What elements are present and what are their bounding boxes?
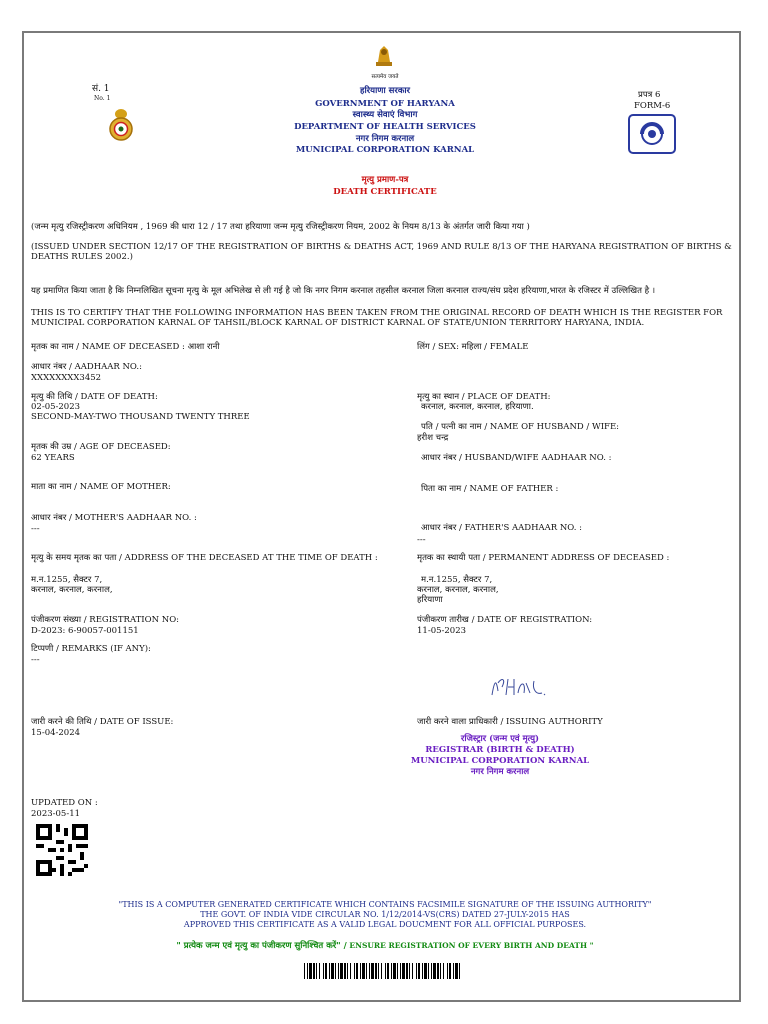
- emblem-caption: सत्यमेव जयते: [371, 74, 399, 80]
- dod-words: SECOND-MAY-TWO THOUSAND TWENTY THREE: [31, 412, 250, 422]
- footer-line2: THE GOVT. OF INDIA VIDE CIRCULAR NO. 1/12/2014-VS(CRS) DATED 27-JULY-2015 HAS: [200, 910, 570, 919]
- national-emblem-icon: [370, 42, 398, 74]
- perm-address-line1: म.न.1255, सैक्टर 7,: [421, 575, 493, 585]
- mother-aadhaar-label: आधार नंबर / MOTHER'S AADHAAR NO. :: [31, 513, 197, 523]
- dept-en: DEPARTMENT OF HEALTH SERVICES: [294, 122, 476, 132]
- registrar-corp-en: MUNICIPAL CORPORATION KARNAL: [410, 756, 590, 766]
- sex-field: लिंग / SEX: महिला / FEMALE: [417, 342, 529, 352]
- perm-address-line3: हरियाणा: [417, 595, 443, 605]
- title-hi: मृत्यु प्रमाण-पत्र: [361, 175, 409, 185]
- registrar-hi: रजिस्ट्रार (जन्म एवं मृत्यु): [460, 734, 540, 744]
- serial-sub: No. 1: [94, 95, 111, 102]
- mother-aadhaar-value: ---: [31, 524, 40, 534]
- perm-address-line2: करनाल, करनाल, करनाल,: [417, 585, 499, 595]
- address-line1: म.न.1255, सैक्टर 7,: [31, 575, 103, 585]
- signature-image: [488, 673, 548, 705]
- aadhaar-value: XXXXXXXX3452: [31, 373, 102, 383]
- footer-line3: APPROVED THIS CERTIFICATE AS A VALID LEGAL DOUCMENT FOR ALL OFFICIAL PURPOSES.: [183, 920, 587, 929]
- issue-date-label: जारी करने की तिथि / DATE OF ISSUE:: [31, 717, 174, 727]
- certify-en: THIS IS TO CERTIFY THAT THE FOLLOWING INFORMATION HAS BEEN TAKEN FROM THE ORIGINAL RECORD OF DEATH WHICH IS THE REGISTER FOR MUNICIPAL CORPORATION KARNAL OF TAHSIL/BLOCK KARNAL OF DISTRICT KARNAL OF STATE/UNION TERRITORY HARYANA, INDIA.: [31, 308, 723, 328]
- slogan: [30, 940, 740, 952]
- crs-logo-icon: [628, 114, 676, 158]
- remarks-label: टिप्पणी / REMARKS (IF ANY):: [31, 644, 151, 654]
- form-hi: प्रपत्र 6: [638, 90, 661, 100]
- registrar-corp-hi: नगर निगम करनाल: [470, 767, 530, 777]
- updated-value: 2023-05-11: [31, 809, 81, 819]
- slogan-hi: " प्रत्येक जन्म एवं मृत्यु का पंजीकरण सुनिश्चित करें" /: [176, 941, 347, 951]
- corp-en: MUNICIPAL CORPORATION KARNAL: [295, 145, 475, 155]
- aadhaar-label: आधार नंबर / AADHAAR NO.:: [31, 362, 142, 372]
- pod-label: मृत्यु का स्थान / PLACE OF DEATH:: [417, 392, 551, 402]
- issued-under-hi: (जन्म मृत्यु रजिस्ट्रीकरण अधिनियम , 1969 की धारा 12 / 17 तथा हरियाणा जन्म मृत्यु रजिस्ट्रीकरण नियम, 2002 के नियम 8/13 के अंतर्गत जारी किया गया ): [31, 222, 530, 232]
- footer-line1: "THIS IS A COMPUTER GENERATED CERTIFICATE WHICH CONTAINS FACSIMILE SIGNATURE OF THE ISSUING AUTHORITY": [118, 900, 652, 909]
- gov-hi: हरियाणा सरकार: [359, 86, 411, 96]
- mother-label: माता का नाम / NAME OF MOTHER:: [31, 482, 171, 492]
- dod-value: 02-05-2023: [31, 402, 81, 412]
- reg-date-value: 11-05-2023: [417, 626, 467, 636]
- age-value: 62 YEARS: [31, 453, 75, 463]
- reg-no-value: D-2023: 6-90057-001151: [31, 626, 139, 636]
- spouse-aadhaar-label: आधार नंबर / HUSBAND/WIFE AADHAAR NO. :: [421, 453, 612, 463]
- serial-label: सं. 1: [92, 84, 110, 94]
- updated-label: UPDATED ON :: [31, 798, 98, 808]
- perm-address-label: मृतक का स्थायी पता / PERMANENT ADDRESS OF DECEASED :: [417, 553, 670, 563]
- address-label: मृत्यु के समय मृतक का पता / ADDRESS OF THE DECEASED AT THE TIME OF DEATH :: [31, 553, 378, 563]
- father-label: पिता का नाम / NAME OF FATHER :: [421, 484, 559, 494]
- remarks-value: ---: [31, 655, 40, 665]
- qr-code-icon: [36, 824, 88, 880]
- corp-hi: नगर निगम करनाल: [355, 134, 415, 144]
- age-label: मृतक की उम्र / AGE OF DECEASED:: [31, 442, 171, 452]
- father-aadhaar-label: आधार नंबर / FATHER'S AADHAAR NO. :: [421, 523, 583, 533]
- issue-date-value: 15-04-2024: [31, 728, 81, 738]
- certify-hi: यह प्रमाणित किया जाता है कि निम्नलिखित सूचना मृत्यु के मूल अभिलेख से ली गई है जो कि नगर निगम करनाल तहसील करनाल जिला करनाल राज्य/संघ प्रदेश हरियाणा,भारत के रजिस्टर में उल्लिखित है ।: [31, 286, 656, 296]
- father-aadhaar-value: ---: [417, 535, 426, 545]
- dept-hi: स्वास्थ्य सेवाएं विभाग: [352, 110, 418, 120]
- barcode-icon: [304, 963, 464, 983]
- pod-value: करनाल, करनाल, करनाल, हरियाणा.: [421, 402, 534, 412]
- gov-en: GOVERNMENT OF HARYANA: [315, 99, 455, 109]
- haryana-seal-icon: [100, 106, 142, 146]
- dod-label: मृत्यु की तिथि / DATE OF DEATH:: [31, 392, 158, 402]
- spouse-value: हरीश चन्द्र: [417, 433, 449, 443]
- registrar-en: REGISTRAR (BIRTH & DEATH): [425, 745, 575, 755]
- form-en: FORM-6: [634, 101, 671, 111]
- slogan-en: ENSURE REGISTRATION OF EVERY BIRTH AND DEATH ": [349, 941, 594, 950]
- spouse-label: पति / पत्नी का नाम / NAME OF HUSBAND / WIFE:: [421, 422, 620, 432]
- issuing-authority-label: जारी करने वाला प्राधिकारी / ISSUING AUTHORITY: [417, 717, 603, 727]
- reg-date-label: पंजीकरण तारीख / DATE OF REGISTRATION:: [417, 615, 593, 625]
- deceased-name: मृतक का नाम / NAME OF DECEASED : आशा रानी: [31, 342, 220, 352]
- issued-under-en: (ISSUED UNDER SECTION 12/17 OF THE REGISTRATION OF BIRTHS & DEATHS ACT, 1969 AND RULE 8/13 OF THE HARYANA REGISTRATION OF BIRTHS & DEATHS RULES 2002.): [31, 242, 732, 262]
- address-line2: करनाल, करनाल, करनाल,: [31, 585, 113, 595]
- title-en: DEATH CERTIFICATE: [333, 187, 437, 197]
- reg-no-label: पंजीकरण संख्या / REGISTRATION NO:: [31, 615, 180, 625]
